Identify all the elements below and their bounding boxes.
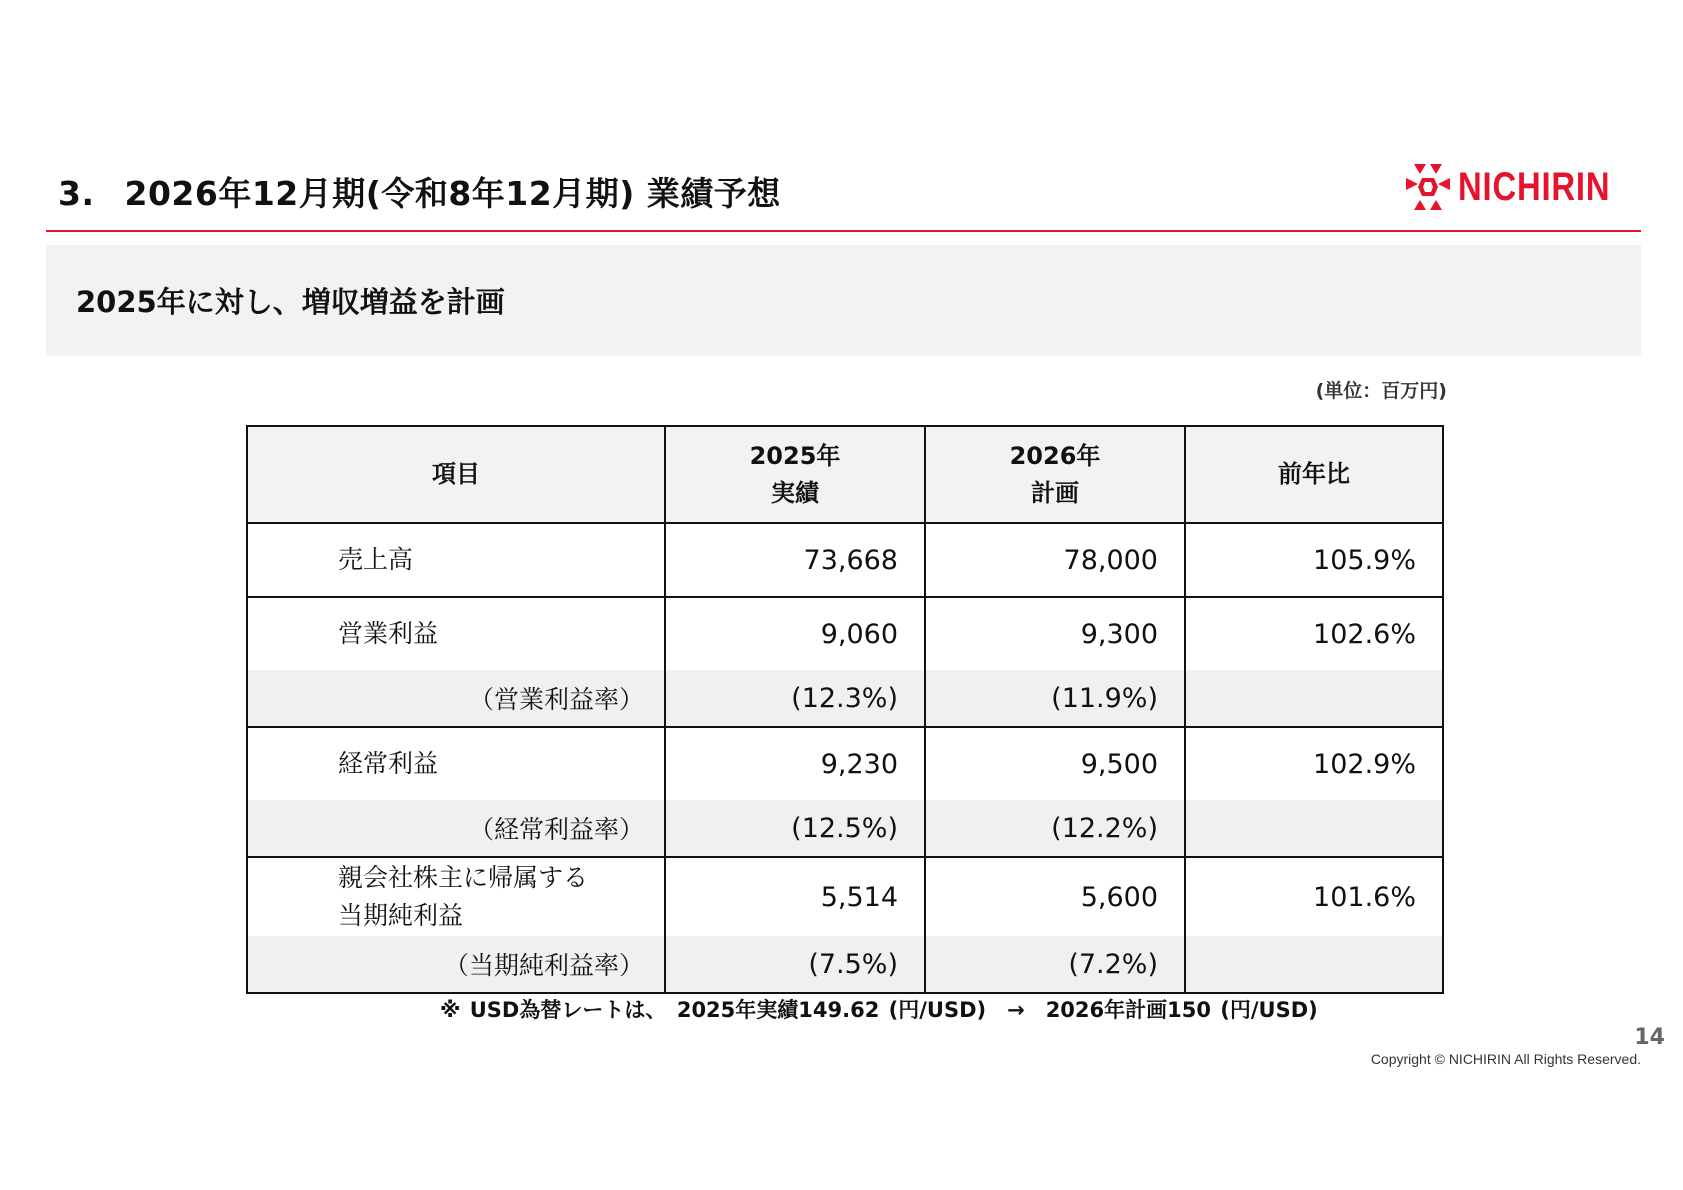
row-label-line1: 親会社株主に帰属する [338,863,589,892]
cell-actual: (12.3%) [665,670,925,727]
header-plan-label: 計画 [1031,478,1079,507]
cell-yoy: 102.6% [1185,597,1443,670]
cell-yoy: 101.6% [1185,857,1443,936]
cell-yoy: 105.9% [1185,523,1443,597]
cell-yoy [1185,800,1443,857]
cell-plan: (7.2%) [925,936,1185,993]
summary-text: 2025年に対し、増収増益を計画 [76,285,505,319]
logo-wordmark: NICHIRIN [1458,164,1611,209]
header-item: 項目 [247,426,665,523]
row-label: 売上高 [247,523,665,597]
cell-actual: 9,230 [665,727,925,800]
nichirin-logo-mark-icon [1404,160,1452,214]
cell-actual: (7.5%) [665,936,925,993]
table-row-net-margin [247,936,1443,993]
table-row-sales [247,523,1443,597]
copyright-notice: Copyright © NICHIRIN All Rights Reserved. [1370,1051,1641,1067]
forecast-table [246,425,1444,994]
header-actual-label: 実績 [771,478,819,507]
cell-actual: 73,668 [665,523,925,597]
table-header-row [247,426,1443,523]
company-logo [1404,160,1644,214]
row-label: 経常利益 [247,727,665,800]
cell-plan: 9,500 [925,727,1185,800]
cell-plan: 5,600 [925,857,1185,936]
page-number: 14 [1634,1025,1665,1050]
header-divider [46,230,1641,232]
header-2025-actual [665,426,925,523]
cell-yoy [1185,670,1443,727]
title-text: 2026年12月期(令和8年12月期) 業績予想 [124,174,781,213]
header-yoy: 前年比 [1185,426,1443,523]
summary-banner [46,245,1641,356]
row-label: （営業利益率） [247,670,665,727]
row-label: （経常利益率） [247,800,665,857]
section-number: 3. [58,174,95,213]
row-label: （当期純利益率） [247,936,665,993]
header-2026-year: 2026年 [1009,441,1101,470]
table-row-net-income [247,857,1443,936]
table-row-operating-profit [247,597,1443,670]
cell-plan: (12.2%) [925,800,1185,857]
table-row-ordinary-margin [247,800,1443,857]
cell-yoy [1185,936,1443,993]
cell-actual: 9,060 [665,597,925,670]
row-label-line2: 当期純利益 [338,901,464,930]
cell-actual: (12.5%) [665,800,925,857]
cell-plan: 9,300 [925,597,1185,670]
cell-plan: (11.9%) [925,670,1185,727]
cell-plan: 78,000 [925,523,1185,597]
cell-actual: 5,514 [665,857,925,936]
cell-yoy: 102.9% [1185,727,1443,800]
table-row-ordinary-profit [247,727,1443,800]
unit-label: (単位：百万円) [1315,380,1447,402]
row-label [247,857,665,936]
table-row-operating-margin [247,670,1443,727]
exchange-rate-footnote: ※ USD為替レートは、 2025年実績149.62 (円/USD) → 2026年計画150 (円/USD) [440,998,1318,1022]
page-title [58,168,781,215]
header-2025-year: 2025年 [749,441,841,470]
header-2026-plan [925,426,1185,523]
row-label: 営業利益 [247,597,665,670]
